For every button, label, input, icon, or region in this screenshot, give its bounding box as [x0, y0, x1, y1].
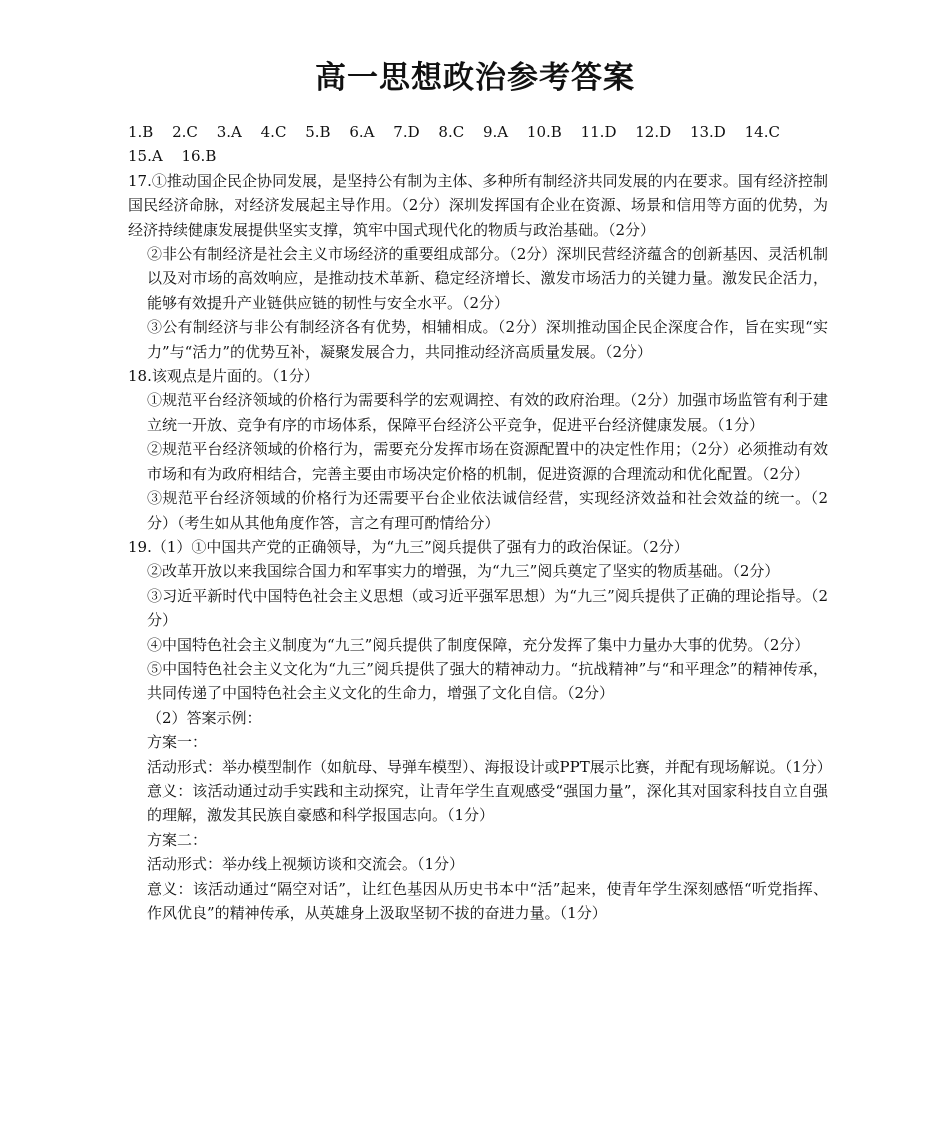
- mc-answer: 12.D: [635, 123, 672, 141]
- mc-answer: 4.C: [260, 123, 287, 141]
- mc-answer: 1.B: [128, 123, 154, 141]
- q17-paragraph: ③公有制经济与非公有制经济各有优势，相辅相成。（2分）深圳推动国企民企深度合作，旨在实现“实力”与“活力”的优势互补，凝聚发展合力，共同推动经济高质量发展。（2分）: [147, 318, 828, 361]
- question-17: [128, 169, 828, 364]
- q19-paragraph: ④中国特色社会主义制度为“九三”阅兵提供了制度保障，充分发挥了集中力量办大事的优势。（2分）: [147, 635, 810, 654]
- mc-answer: 11.D: [580, 123, 617, 141]
- page-title: 高一思想政治参考答案: [315, 60, 635, 96]
- q19-paragraph: ③习近平新时代中国特色社会主义思想（或习近平强军思想）为“九三”阅兵提供了正确的理论指导。（2分）: [147, 586, 828, 630]
- q19-paragraph: ⑤中国特色社会主义文化为“九三”阅兵提供了强大的精神动力。“抗战精神”与“和平理念”的精神传承，共同传递了中国特色社会主义文化的生命力，增强了文化自信。（2分）: [147, 659, 828, 703]
- q18-paragraph: ③规范平台经济领域的价格行为还需要平台企业依法诚信经营，实现经济效益和社会效益的统一。（2分）（考生如从其他角度作答，言之有理可酌情给分）: [147, 489, 828, 532]
- q19-paragraph: 活动形式：举办模型制作（如航母、导弹车模型）、海报设计或PPT展示比赛，并配有现场解说。（1分）: [147, 757, 832, 776]
- q19-paragraph: 意义：该活动通过动手实践和主动探究，让青年学生直观感受“强国力量”，深化其对国家科技自立自强的理解，激发其民族自豪感和科学报国志向。（1分）: [147, 781, 828, 825]
- answer-content: [128, 120, 832, 925]
- q19-paragraph: 方案一：: [147, 733, 208, 752]
- mc-answer: 9.A: [482, 123, 509, 141]
- q19-paragraph: 意义：该活动通过“隔空对话”，让红色基因从历史书本中“活”起来，使青年学生深刻感悟“听党指挥、作风优良”的精神传承，从英雄身上汲取坚韧不拔的奋进力量。（1分）: [147, 879, 828, 922]
- q17-paragraph: ②非公有制经济是社会主义市场经济的重要组成部分。（2分）深圳民营经济蕴含的创新基因、灵活机制以及对市场的高效响应，是推动技术革新、稳定经济增长、激发市场活力的关键力量。激发民企活力，能够有效提升产业链供应链的韧性与安全水平。（2分）: [147, 245, 828, 312]
- mc-answer: 13.D: [689, 123, 726, 141]
- q18-paragraph: ①规范平台经济领域的价格行为需要科学的宏观调控、有效的政府治理。（2分）加强市场监管有利于建立统一开放、竞争有序的市场体系，保障平台经济公平竞争，促进平台经济健康发展。（1分）: [147, 391, 828, 434]
- question-18: [128, 364, 828, 535]
- mc-answer: 3.A: [216, 123, 242, 141]
- mc-answer: 7.D: [393, 123, 420, 141]
- q18-paragraph: 18.该观点是片面的。（1分）: [128, 367, 319, 386]
- q18-paragraph: ②规范平台经济领域的价格行为，需要充分发挥市场在资源配置中的决定性作用；（2分）必须推动有效市场和有为政府相结合，完善主要由市场决定价格的机制，促进资源的合理流动和优化配置。（2分）: [147, 440, 828, 483]
- mc-answer: 15.A: [128, 147, 163, 166]
- q19-paragraph: 活动形式：举办线上视频访谈和交流会。（1分）: [147, 855, 465, 874]
- question-19: [128, 535, 832, 926]
- mc-answer: 10.B: [526, 123, 562, 141]
- q19-paragraph: ②改革开放以来我国综合国力和军事实力的增强，为“九三”阅兵奠定了坚实的物质基础。（2分）: [147, 562, 780, 581]
- q19-paragraph: 19.（1）①中国共产党的正确领导，为“九三”阅兵提供了强有力的政治保证。（2分）: [128, 537, 689, 556]
- q19-paragraph: 方案二：: [147, 830, 208, 849]
- mc-answer: 16.B: [181, 147, 217, 166]
- multiple-choice-answers: [128, 120, 828, 169]
- q17-paragraph: 17.①推动国企民企协同发展，是坚持公有制为主体、多种所有制经济共同发展的内在要求。国有经济控制国民经济命脉，对经济发展起主导作用。（2分）深圳发挥国有企业在资源、场景和信用等方面的优势，为经济持续健康发展提供坚实支撑，筑牢中国式现代化的物质与政治基础。（2分）: [128, 171, 828, 239]
- mc-answer: 2.C: [172, 123, 198, 141]
- mc-answer: 5.B: [305, 123, 331, 141]
- mc-answer: 8.C: [438, 123, 465, 141]
- mc-answer: 6.A: [349, 123, 375, 141]
- mc-answer: 14.C: [744, 123, 780, 141]
- q19-paragraph: （2）答案示例：: [147, 708, 262, 727]
